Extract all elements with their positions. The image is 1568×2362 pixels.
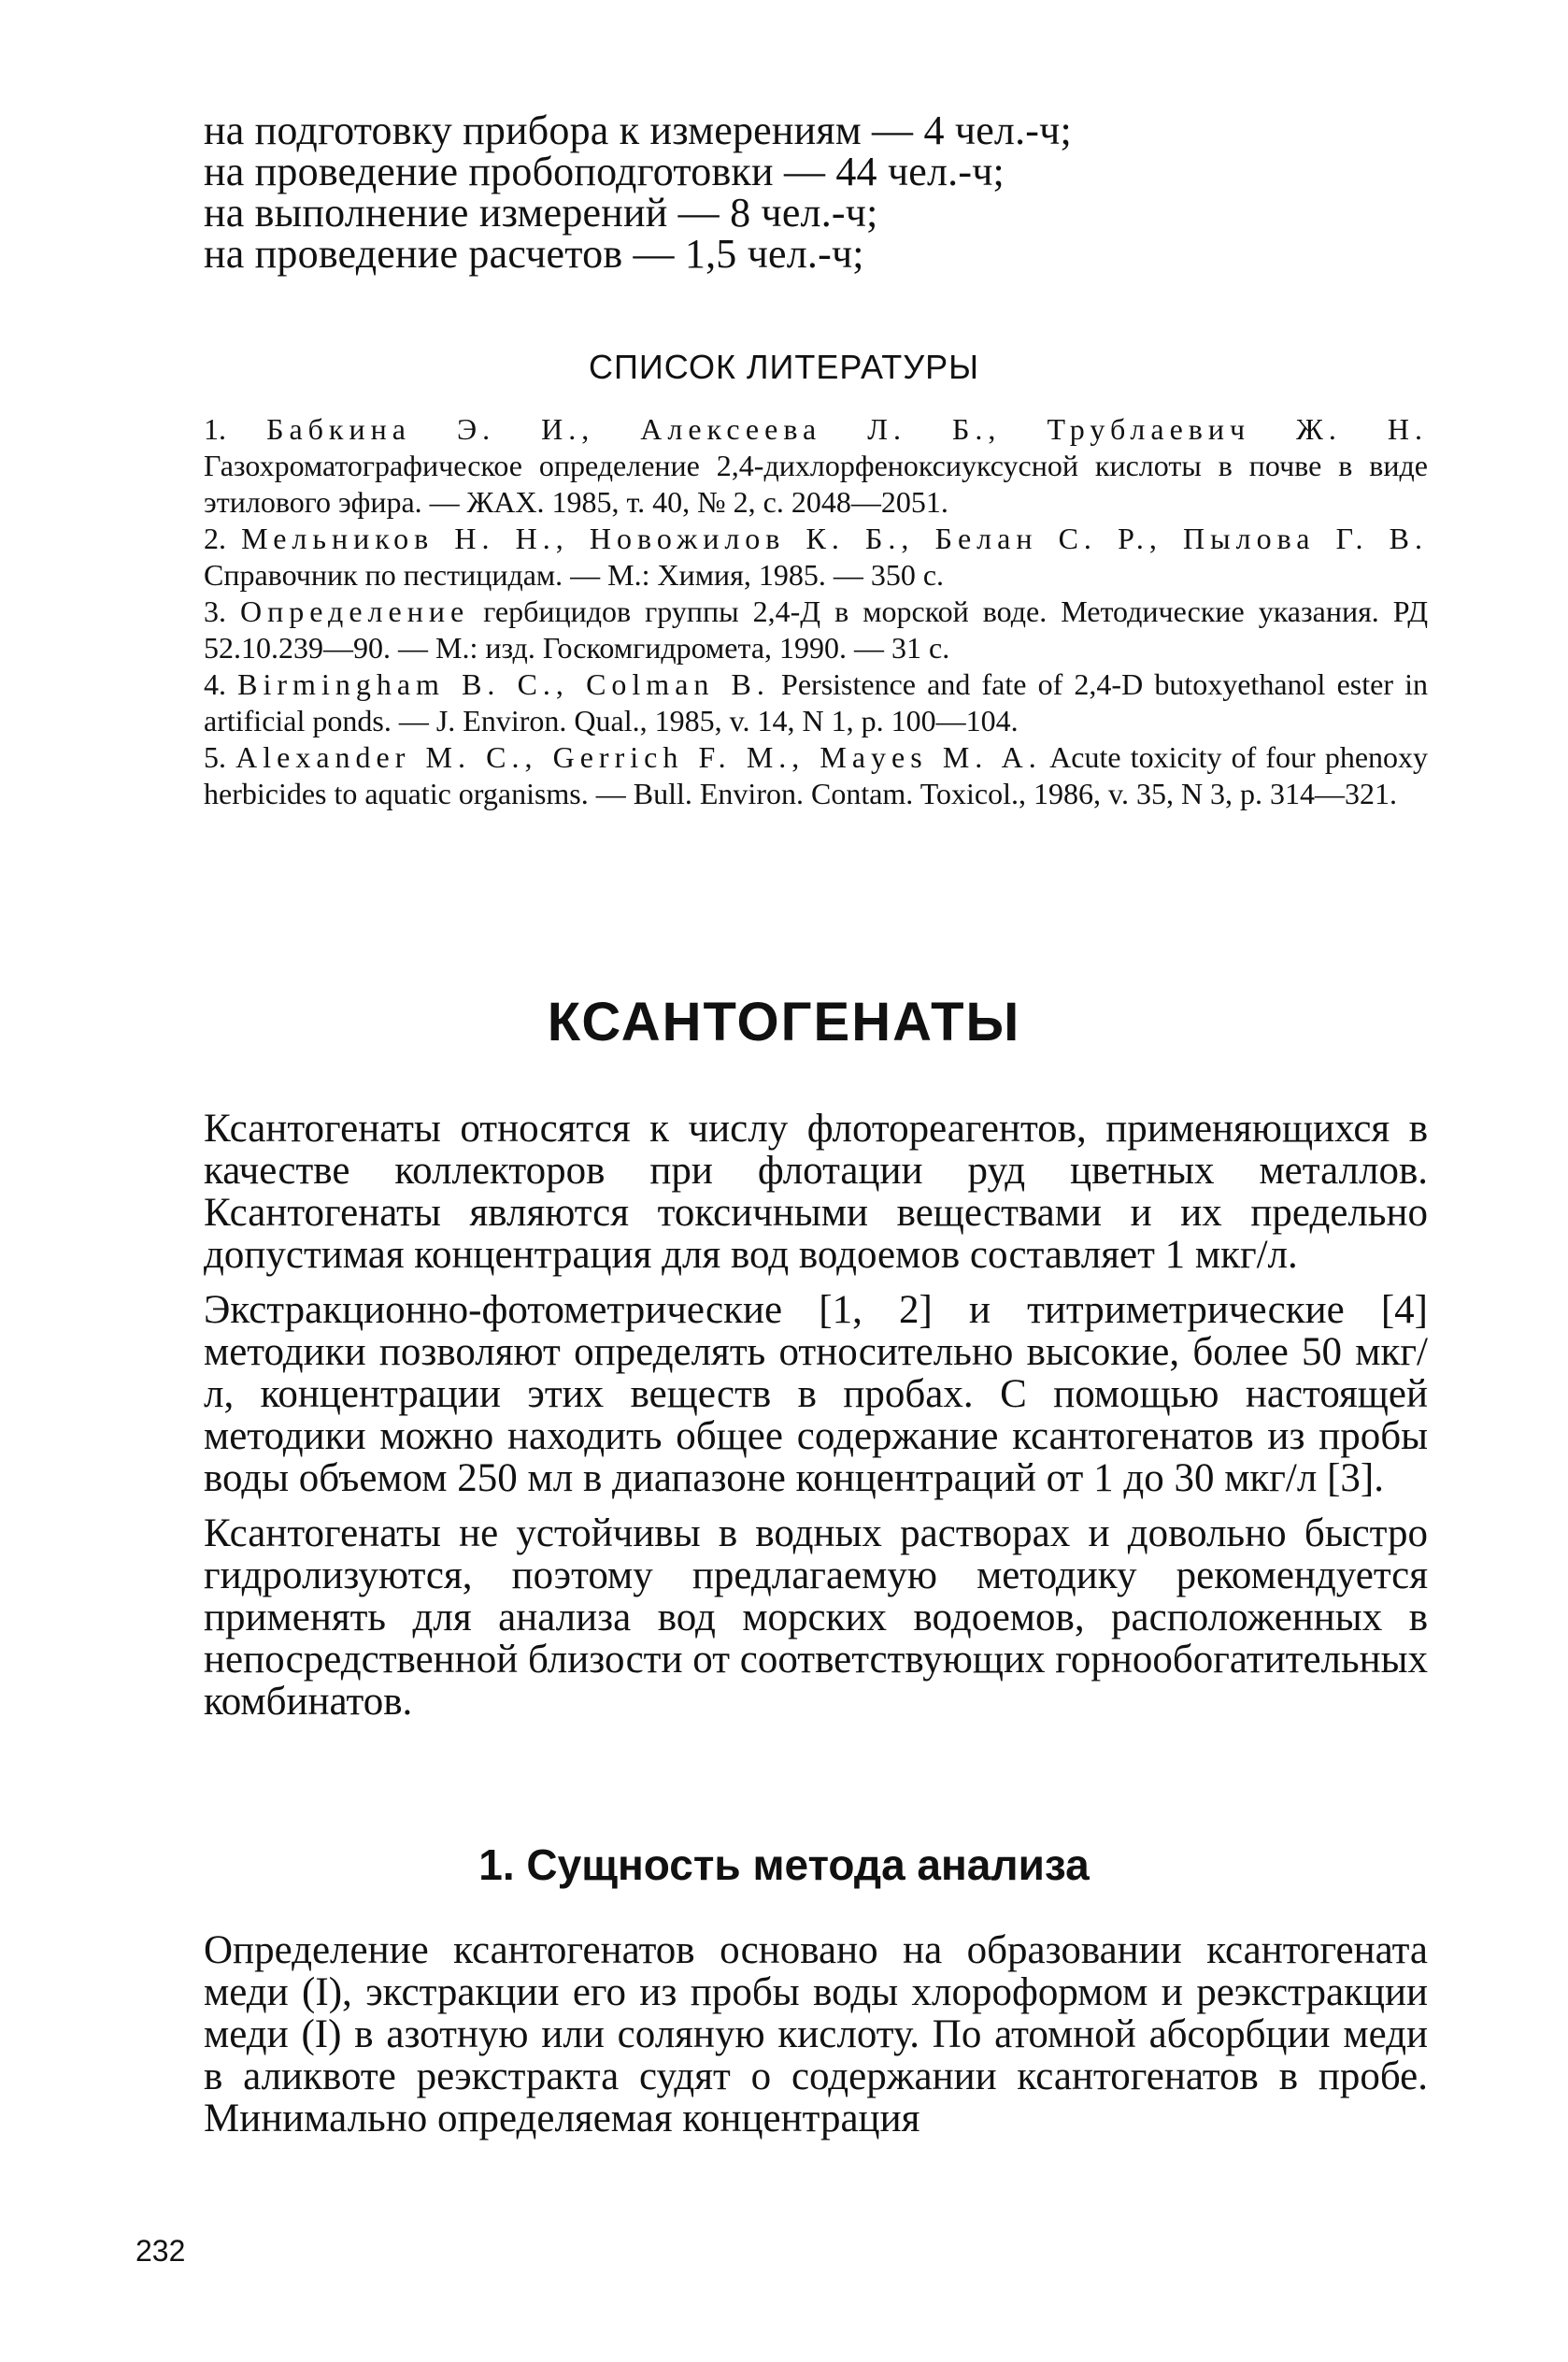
reference-number: 4. [204,667,226,701]
reference-number: 3. [204,594,226,628]
paragraph: Экстракционно-фотометрические [1, 2] и титриметрические [4] методики позволяют определять относительно высокие, более 50 мкг/л, концентрации этих веществ в пробах. С помощью настоящей методики можно находить общее содержание ксантогенатов из пробы воды объемом 250 мл в диапазоне концентраций от 1 до 30 мкг/л [3]. [204,1288,1428,1500]
reference-text: Acute toxicity of four phenoxy herbicides to aquatic organisms. — Bull. Environ. Contam. Toxicol., 1986, v. 35, N 3, p. 314—321. [204,740,1429,810]
paragraph: Ксантогенаты не устойчивы в водных растворах и довольно быстро гидролизуются, поэтому предлагаемую методику рекомендуется применять для анализа вод морских водоемов, расположенных в непосредственной близости от соответствующих горнообогатительных комбинатов. [204,1511,1428,1724]
reference-authors: Мельников Н. Н., Новожилов К. Б., Белан С. Р., Пылова Г. В. [241,522,1429,555]
reference-text: Справочник по пестицидам. — М.: Химия, 1985. — 350 с. [204,558,945,592]
paragraph: Определение ксантогенатов основано на образовании ксантогената меди (I), экстракции его из пробы воды хлороформом и реэкстракции меди (I) в азотную или соляную кислоту. По атомной абсорбции меди в аликвоте реэкстракта судят о содержании ксантогенатов в пробе. Минимально определяемая концентрация [204,1928,1428,2140]
references-title: СПИСОК ЛИТЕРАТУРЫ [589,348,979,386]
references-list [204,411,1428,812]
labor-line: на выполнение измерений — 8 чел.-ч; [204,190,878,236]
subsection-title: 1. Сущность метода анализа [478,1840,1090,1889]
reference-item [204,594,1428,666]
reference-authors: Birmingham B. C., Colman B. [237,667,770,701]
reference-authors: Бабкина Э. И., Алексеева Л. Б., Трублаевич Ж. Н. [266,412,1429,446]
labor-line: на подготовку прибора к измерениям — 4 чел.-ч; [204,107,1072,153]
labor-line: на проведение расчетов — 1,5 чел.-ч; [204,231,864,277]
section-body [204,1108,1428,1723]
labor-cost-list [204,107,1428,277]
subsection-body [204,1929,1428,2140]
reference-item [204,666,1428,739]
reference-number: 1. [204,412,226,446]
reference-item [204,411,1428,521]
reference-text: Persistence and fate of 2,4-D butoxyethanol ester in artificial ponds. — J. Environ. Qual., 1985, v. 14, N 1, p. 100—104. [204,667,1429,737]
reference-text: гербицидов группы 2,4-Д в морской воде. Методические указания. РД 52.10.239—90. — М.: изд. Госкомгидромета, 1990. — 31 с. [204,594,1429,665]
reference-number: 5. [204,740,226,774]
reference-item [204,521,1428,594]
reference-number: 2. [204,522,226,555]
paragraph: Ксантогенаты относятся к числу флотореагентов, применяющихся в качестве коллекторов при флотации руд цветных металлов. Ксантогенаты являются токсичными веществами и их предельно допустимая концентрация для вод водоемов составляет 1 мкг/л. [204,1107,1428,1277]
reference-authors: Alexander M. C., Gerrich F. M., Mayes M. A. [235,740,1042,774]
section-title: КСАНТОГЕНАТЫ [547,992,1021,1052]
page-number: 232 [135,2234,186,2268]
reference-authors: Определение [240,594,470,628]
reference-item [204,739,1428,812]
labor-line: на проведение пробоподготовки — 44 чел.-ч; [204,149,1005,194]
reference-text: Газохроматографическое определение 2,4-дихлорфеноксиуксусной кислоты в почве в виде этилового эфира. — ЖАХ. 1985, т. 40, № 2, с. 2048—2051. [204,449,1428,519]
